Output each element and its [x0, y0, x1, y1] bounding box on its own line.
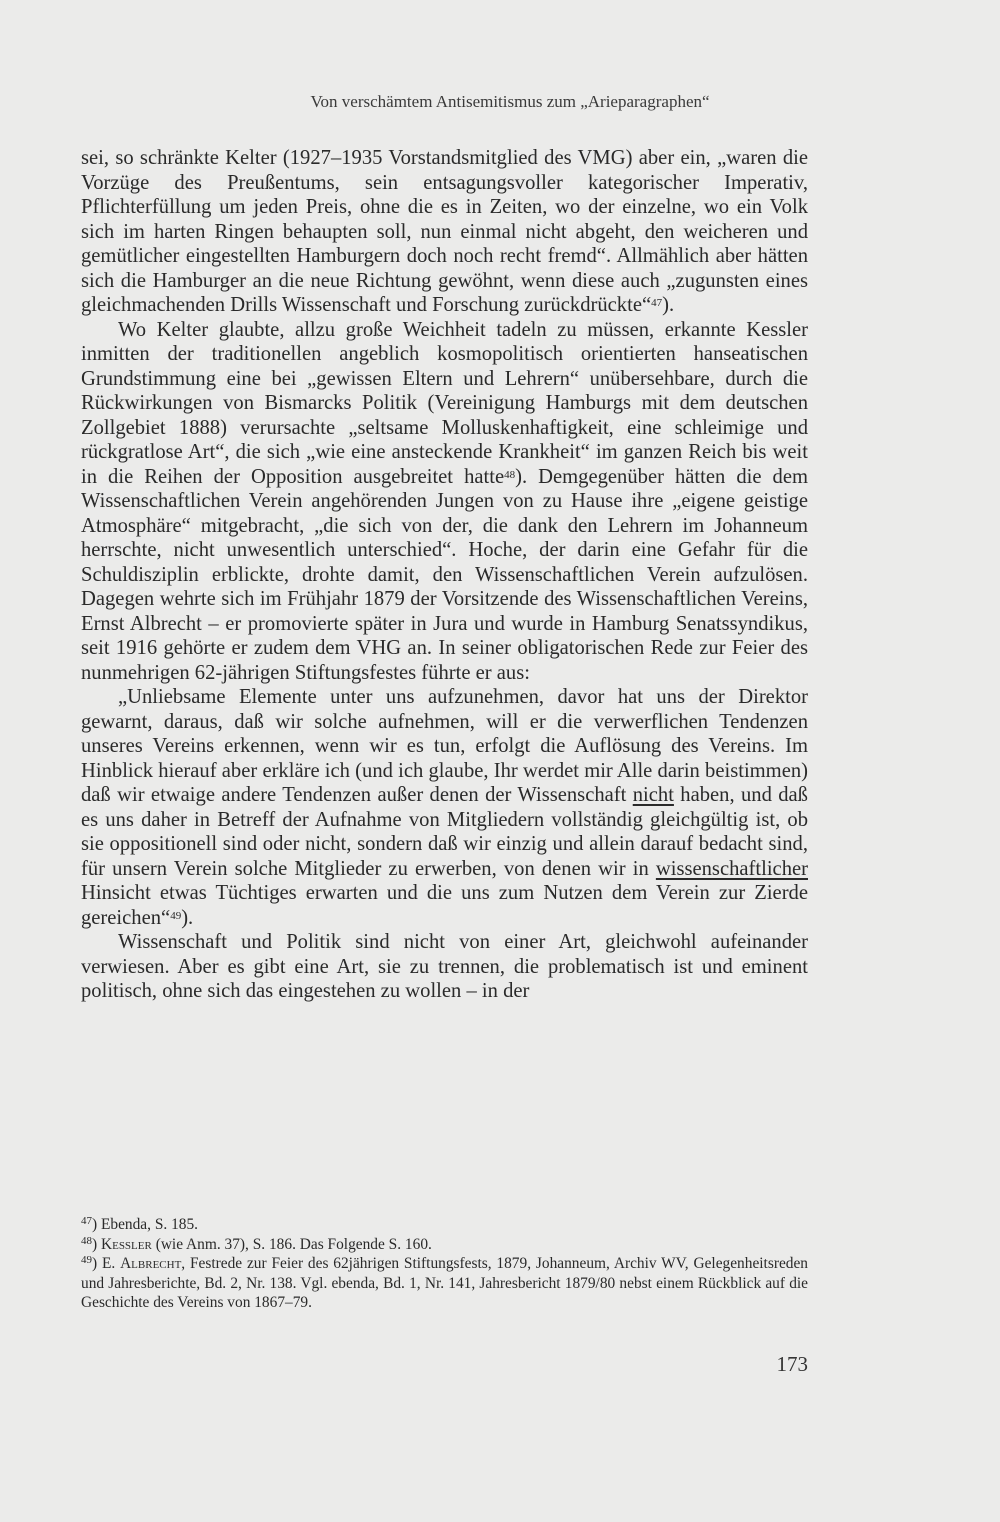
footnotes [81, 1215, 808, 1313]
paragraph-2: Wo Kelter glaubte, allzu große Weichheit tadeln zu müssen, erkannte Kessler inmitten der traditionellen angeblich kosmopolitisch orientierten hanseatischen Grundstimmung eine bei „gewissen Eltern und Lehrern“ unübersehbare, durch die Rückwirkungen von Bismarcks Politik (Vereinigung Hamburgs mit dem deutschen Zollgebiet 1888) verursachte „seltsame Molluskenhaftigkeit, eine schleimige und rückgratlose Art“, die sich „wie eine ansteckende Krankheit“ im ganzen Reich bis weit in die Reihen der Opposition ausgebreitet hatte$^{48}$). Demgegenüber hätten die dem Wissenschaftlichen Verein angehörenden Jungen von zu Hause ihre „eigene geistige Atmosphäre“ mitgebracht, „die sich von der, die dank den Lehrern im Johanneum herrschte, nicht unwesentlich unterschied“. Hoche, der darin eine Gefahr für die Schuldisziplin erblickte, drohte damit, den Wissenschaftlichen Verein aufzulösen. Dagegen wehrte sich im Frühjahr 1879 der Vorsitzende des Wissenschaftlichen Vereins, Ernst Albrecht – er promovierte später in Jura und wurde in Hamburg Senatssyndikus, seit 1916 gehörte er zudem dem VHG an. In seiner obligatorischen Rede zur Feier des nunmehrigen 62-jährigen Stiftungsfestes führte er aus: [81, 318, 809, 684]
author-name: Albrecht [120, 1255, 182, 1273]
footnote-number: 49 [81, 1254, 92, 1267]
footnote-number: 47 [81, 1215, 92, 1227]
underlined-word: wissenschaftlicher [655, 857, 808, 880]
footnote-49: $^{49}$) E. Albrecht, Festrede zur Feier des 62jährigen Stiftungsfests, 1879, Johanneum, Archiv WV, Gelegenheitsreden und Jahresberichte, Bd. 2, Nr. 138. Vgl. ebenda, Bd. 1, Nr. 141, Jahresbericht 1879/80 nebst einem Rückblick auf die Geschichte des Vereins von 1867–79. [81, 1254, 808, 1312]
paragraph-3: Wissenschaft und Politik sind nicht von einer Art, gleichwohl aufeinander verwiesen. Aber es gibt eine Art, sie zu trennen, die problematisch ist und eminent politisch, ohne sich das eingestehen zu wollen – in der [81, 931, 808, 1002]
running-head: Von verschämtem Antisemitismus zum „Arieparagraphen“ [310, 92, 710, 111]
block-quote: „Unliebsame Elemente unter uns aufzunehmen, davor hat uns der Direktor gewarnt, daraus, daß wir solche aufnehmen, will er die verwerflichen Tendenzen unseres Vereins erkennen, wenn wir es tun, erfolgt die Auflösung des Vereins. Im Hinblick hierauf aber erkläre ich (und ich glaube, Ihr werdet mir Alle darin beistimmen) daß wir etwaige andere Tendenzen außer denen der Wissenschaft nicht haben, und daß es uns daher in Betreff der Aufnahme von Mitgliedern vollständig gleichgültig ist, ob sie oppositionell sind oder nicht, sondern daß wir einzig und allein darauf bedacht sind, für unsern Verein solche Mitglieder zu erwerben, von denen wir in wissenschaftlicher Hinsicht etwas Tüchtiges erwarten und die uns zum Nutzen dem Verein zur Zierde gereichen“$^{49}$). [81, 686, 808, 929]
underlined-word: nicht [632, 784, 674, 806]
footnote-48: $^{48}$) Kessler (wie Anm. 37), S. 186. Das Folgende S. 160. [81, 1234, 432, 1253]
footnote-ref-47[interactable]: 47 [651, 297, 663, 309]
author-name: Kessler [100, 1235, 152, 1253]
main-text [81, 146, 808, 1004]
footnote-ref-48[interactable]: 48 [504, 468, 516, 481]
footnote-number: 48 [81, 1234, 92, 1247]
paragraph-1: sei, so schränkte Kelter (1927–1935 Vorstandsmitglied des VMG) aber ein, „waren die Vorzüge des Preußentums, sein entsagungsvoller kategorischer Imperativ, Pflichterfüllung um jeden Preis, ohne die es in Zeiten, wo der einzelne, wo ein Volk sich im harten Ringen behaupten soll, nun einmal nicht abgeht, den weicheren und gemütlicher eingestellten Hamburgern doch noch recht fremd“. Allmählich aber hätten sich die Hamburger an die neue Richtung gewöhnt, wenn diese auch „zugunsten eines gleichmachenden Drills Wissenschaft und Forschung zurückdrückte“$^{47}$). [81, 147, 808, 316]
page-number: 173 [776, 1352, 808, 1376]
footnote-ref-49[interactable]: 49 [170, 909, 182, 922]
footnote-47: $^{47}$) Ebenda, S. 185. [81, 1215, 199, 1233]
